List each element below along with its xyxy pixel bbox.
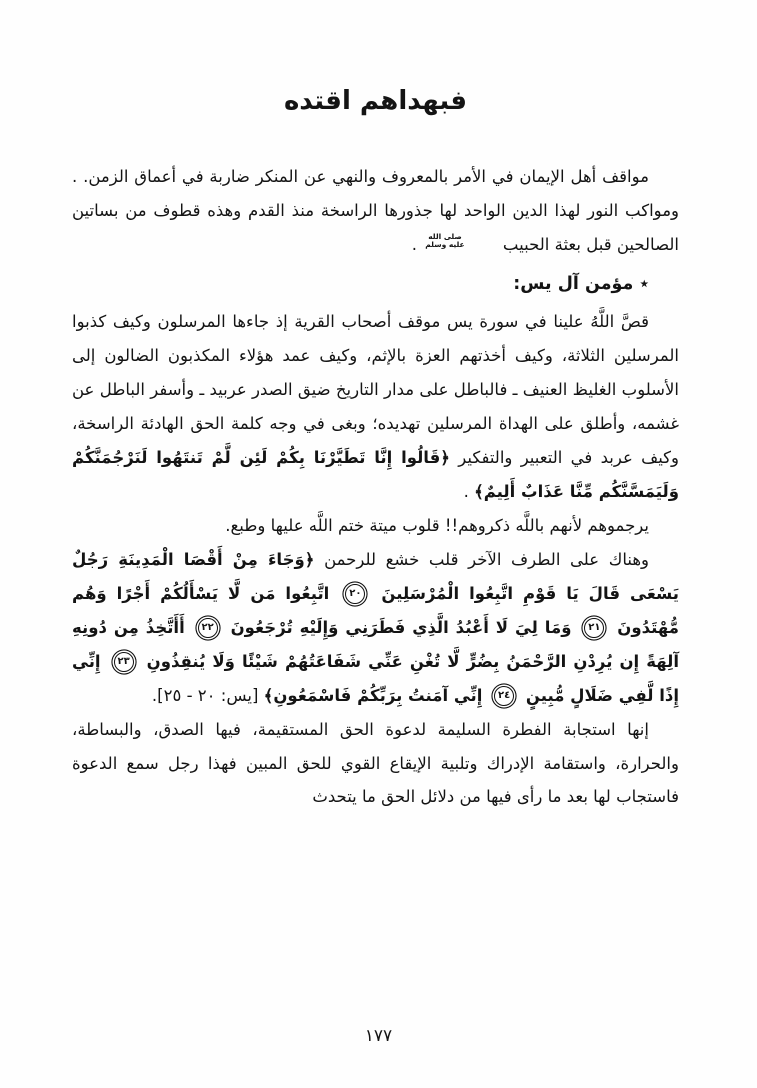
ayah-number-marker: ٢٣ [114, 652, 134, 672]
paragraph-intro [72, 160, 679, 262]
paragraph-closing: إنها استجابة الفطرة السليمة لدعوة الحق المستقيمة، فيها الصدق، والبساطة، والحرارة، واستقامة الإدراك وتلبية الإيقاع القوي للحق المبين فهذا رجل سمع الدعوة فاستجاب لها بعد ما رأى فيها من دلائل الحق ما يتحدث [72, 719, 679, 807]
verse-text-segment: أَأَتَّخِذُ مِن دُونِهِ آلِهَةً إِن يُرِدْنِ الرَّحْمَنُ بِضُرٍّ لَّا تُغْنِ عَنِّي شَفَاعَتُهُمْ شَيْئًا وَلَا يُنقِذُونِ [72, 617, 679, 671]
paragraph-story-text: قصَّ اللَّهُ علينا في سورة يس موقف أصحاب القرية إذ جاءها المرسلون وكيف كذبوا المرسلين الثلاثة، وكيف أخذتهم العزة بالإثم، وكيف عمد هؤلاء المكذبون الضالون إلى الأسلوب الغليظ العنيف ـ فالباطل على مدار التاريخ ضيق الصدر عربيد ـ وأسفر الباطل عن غشمه، وأطلق على الهداة المرسلين تهديده؛ وبغى في وجه كلمة الحق الهادئة الراسخة، وكيف عربد في التعبير والتفكير [72, 311, 679, 467]
verse-text-segment: وَمَا لِيَ لَا أَعْبُدُ الَّذِي فَطَرَنِي وَإِلَيْهِ تُرْجَعُونَ [223, 617, 579, 637]
paragraph-story [72, 305, 679, 509]
paragraph-believer [72, 543, 679, 713]
honorific-line2: عليه وسلم [425, 240, 465, 250]
honorific-line1: صلى الله [428, 231, 462, 241]
chapter-title: فبهداهم اقتده [283, 86, 468, 116]
quran-verse-threat: ﴿قَالُوا إِنَّا تَطَيَّرْنَا بِكُمْ لَئِن لَّمْ تَنتَهُوا لَنَرْجُمَنَّكُمْ وَلَيَمَسَّنَّكُم مِّنَّا عَذَابٌ أَلِيمٌ﴾ [72, 447, 679, 501]
ayah-number-marker: ٢١ [584, 618, 604, 638]
verse-reference: [يس: ٢٠ - ٢٥]. [151, 685, 264, 705]
verse-text-segment: إِنِّي إِذًا لَّفِي ضَلَالٍ مُّبِينٍ [72, 651, 679, 705]
ayah-number-marker: ٢٤ [494, 686, 514, 706]
paragraph-story-tail: . [463, 481, 475, 501]
section-heading-mumin-al-yasin: ٭ مؤمن آل يس: [513, 273, 649, 294]
salla-allahu-alayhi-wa-sallam-icon [425, 233, 494, 250]
paragraph-intro-text: مواقف أهل الإيمان في الأمر بالمعروف والنهي عن المنكر ضاربة في أعماق الزمن. . ومواكب النور لهذا الدين الواحد لها جذورها الراسخة منذ القدم وهذه قطوف من بساتين الصالحين قبل بعثة الحبيب [72, 167, 679, 254]
paragraph-intro-tail: . [411, 234, 423, 254]
paragraph-comment: يرجموهم لأنهم باللَّه ذكروهم!! قلوب ميتة ختم اللَّه عليها وطبع. [225, 515, 649, 535]
page-number: ١٧٧ [364, 1026, 393, 1046]
ayah-number-marker: ٢٠ [345, 584, 365, 604]
verse-text-segment: ﴿وَجَاءَ مِنْ أَقْصَا الْمَدِينَةِ رَجُلٌ يَسْعَى قَالَ يَا قَوْمِ اتَّبِعُوا الْمُرْسَلِينَ [72, 549, 680, 603]
paragraph-believer-intro: وهناك على الطرف الآخر قلب خشع للرحمن [314, 549, 649, 569]
verse-text-segment: إِنِّي آمَنتُ بِرَبِّكُمْ فَاسْمَعُونِ﴾ [263, 685, 489, 705]
verse-text-segment: اتَّبِعُوا مَن لَّا يَسْأَلُكُمْ أَجْرًا وَهُم مُّهْتَدُونَ [72, 583, 679, 637]
ayah-number-marker: ٢٢ [198, 618, 218, 638]
quran-verse-yasin [72, 550, 679, 705]
page-content [72, 86, 679, 814]
